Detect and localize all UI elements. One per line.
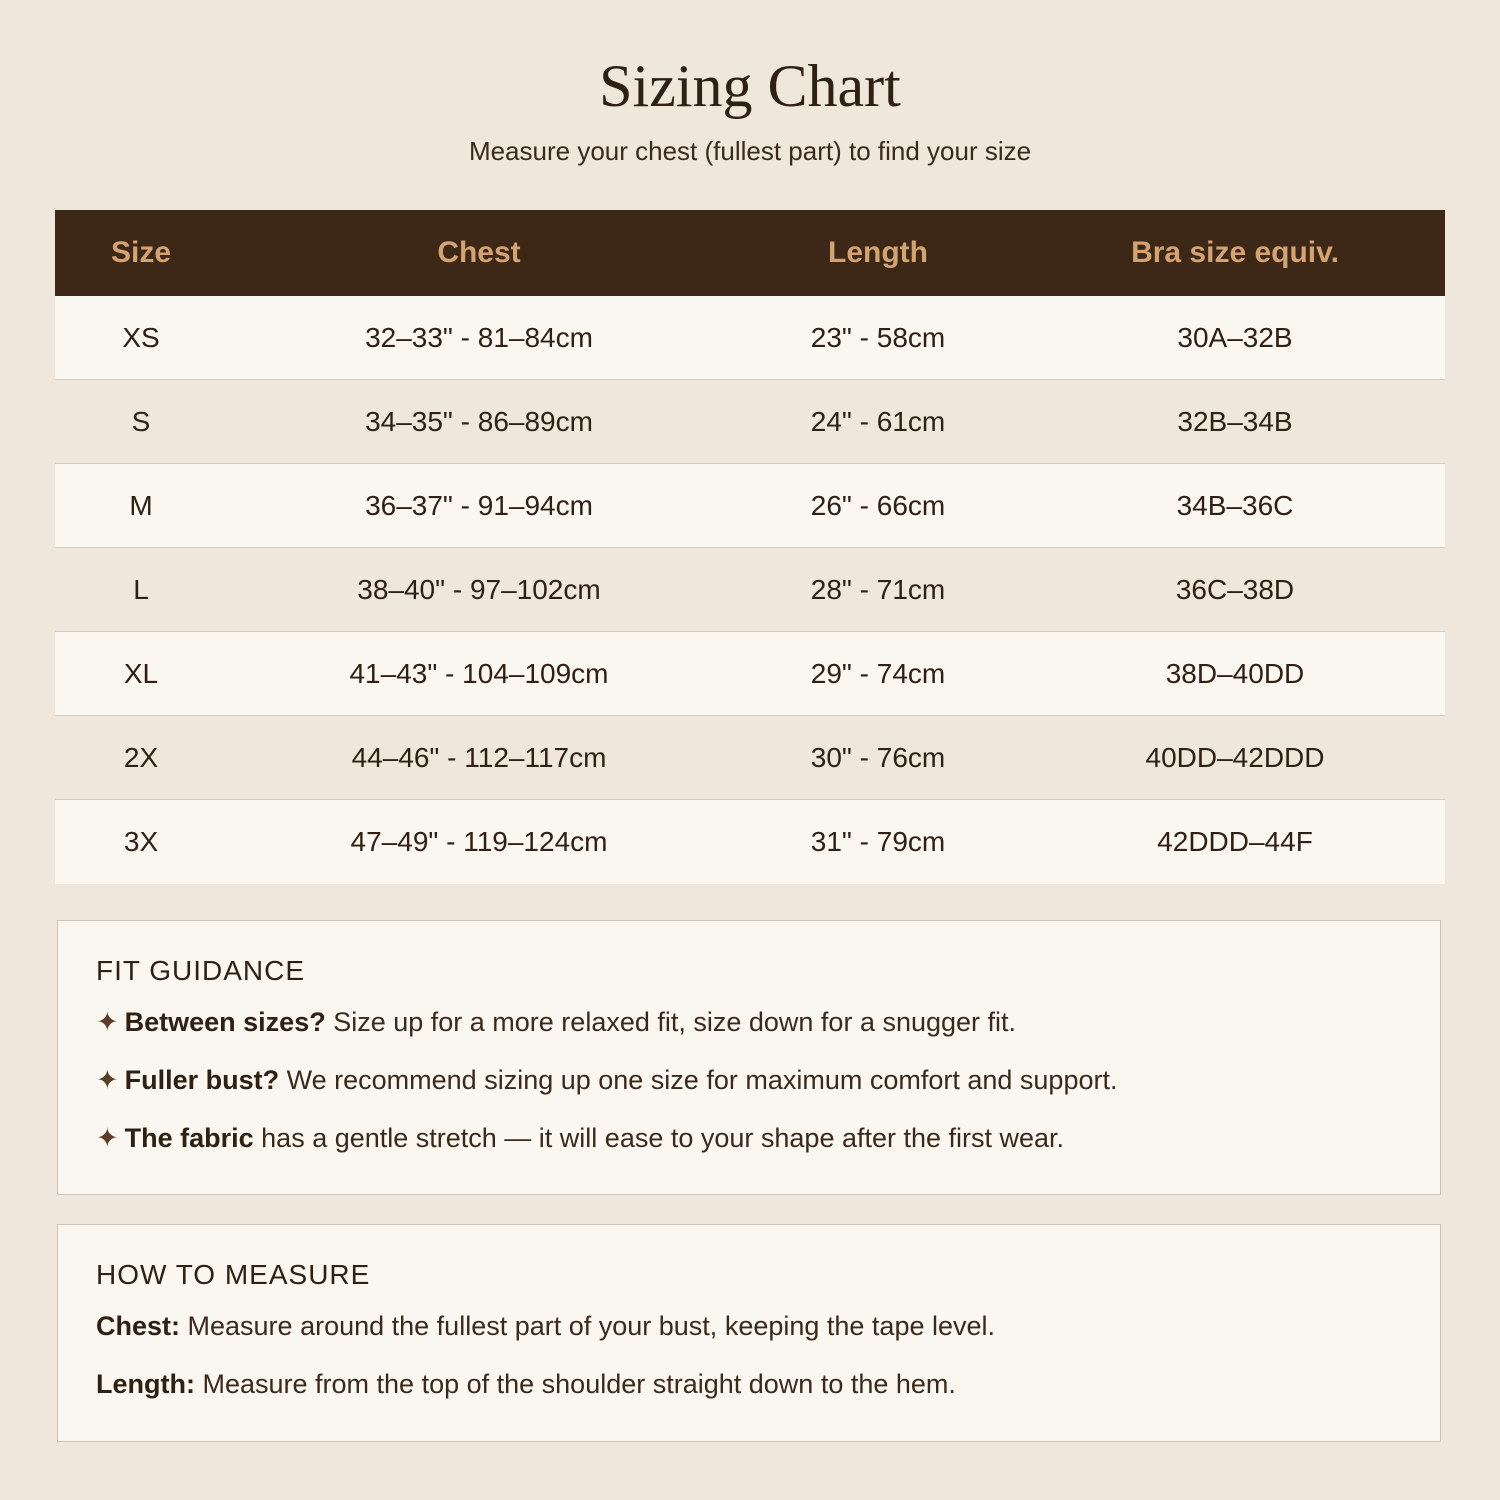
fit-guidance-heading: FIT GUIDANCE [96, 955, 306, 986]
cell-chest: 47–49" - 119–124cm [350, 826, 608, 857]
table-row [55, 380, 1445, 464]
cell-bra-size: 30A–32B [1177, 321, 1293, 353]
sparkle-icon: ✦ [96, 1065, 119, 1095]
fit-item-bold: Between sizes? [124, 1007, 326, 1037]
cell-size: 3X [123, 826, 159, 857]
cell-length: 26" - 66cm [810, 489, 946, 521]
table-header [55, 210, 1445, 296]
fit-guidance-item [96, 1121, 1402, 1179]
fit-item-bold: The fabric [124, 1123, 254, 1153]
cell-chest: 32–33" - 81–84cm [365, 321, 593, 353]
measure-item [96, 1309, 1402, 1367]
header-length: Length [828, 236, 928, 269]
cell-bra-size: 36C–38D [1175, 573, 1295, 605]
cell-length: 28" - 71cm [810, 573, 946, 605]
cell-bra-size: 32B–34B [1177, 405, 1293, 437]
fit-item-text: has a gentle stretch — it will ease to your shape after the first wear. [253, 1123, 1065, 1153]
measure-item-bold: Length: [96, 1369, 195, 1399]
cell-bra-size: 40DD–42DDD [1145, 741, 1325, 773]
fit-guidance-item [96, 1005, 1402, 1063]
measure-item [96, 1367, 1402, 1425]
cell-length: 31" - 79cm [810, 826, 946, 857]
page-title: Sizing Chart [599, 53, 901, 119]
table-row [55, 800, 1445, 884]
cell-bra-size: 34B–36C [1176, 489, 1294, 521]
header-chest: Chest [437, 236, 521, 269]
cell-length: 29" - 74cm [810, 657, 946, 689]
cell-size: XL [123, 657, 159, 689]
cell-length: 23" - 58cm [810, 321, 946, 353]
fit-item-text: We recommend sizing up one size for maximum comfort and support. [279, 1065, 1118, 1095]
table-row [55, 548, 1445, 632]
cell-size: M [129, 489, 153, 521]
cell-size: L [133, 573, 149, 605]
fit-item-bold: Fuller bust? [124, 1065, 280, 1095]
cell-bra-size: 38D–40DD [1165, 657, 1305, 689]
page-subtitle: Measure your chest (fullest part) to find your size [468, 136, 1032, 166]
table-row [55, 716, 1445, 800]
cell-chest: 38–40" - 97–102cm [357, 573, 601, 605]
cell-bra-size: 42DDD–44F [1157, 826, 1313, 857]
fit-guidance-box [57, 920, 1441, 1195]
cell-size: 2X [123, 741, 159, 773]
cell-chest: 41–43" - 104–109cm [349, 657, 609, 689]
header-bra-size: Bra size equiv. [1131, 236, 1339, 269]
measure-item-text: Measure around the fullest part of your bust, keeping the tape level. [180, 1311, 996, 1341]
fit-item-text: Size up for a more relaxed fit, size down for a snugger fit. [325, 1007, 1017, 1037]
table-row [55, 464, 1445, 548]
cell-chest: 34–35" - 86–89cm [365, 405, 593, 437]
table-row [55, 296, 1445, 380]
cell-length: 30" - 76cm [810, 741, 946, 773]
cell-chest: 36–37" - 91–94cm [365, 489, 593, 521]
table-row [55, 632, 1445, 716]
sparkle-icon: ✦ [96, 1007, 119, 1037]
cell-size: S [131, 405, 151, 437]
measure-item-text: Measure from the top of the shoulder straight down to the hem. [194, 1369, 956, 1399]
measure-item-bold: Chest: [96, 1311, 181, 1341]
cell-size: XS [122, 321, 160, 353]
how-to-measure-heading: HOW TO MEASURE [96, 1259, 371, 1290]
sparkle-icon: ✦ [96, 1123, 119, 1153]
fit-guidance-item [96, 1063, 1402, 1121]
how-to-measure-box [57, 1224, 1441, 1442]
cell-chest: 44–46" - 112–117cm [351, 741, 607, 773]
cell-length: 24" - 61cm [810, 405, 946, 437]
header-size: Size [110, 236, 172, 269]
sizing-table [55, 210, 1445, 884]
